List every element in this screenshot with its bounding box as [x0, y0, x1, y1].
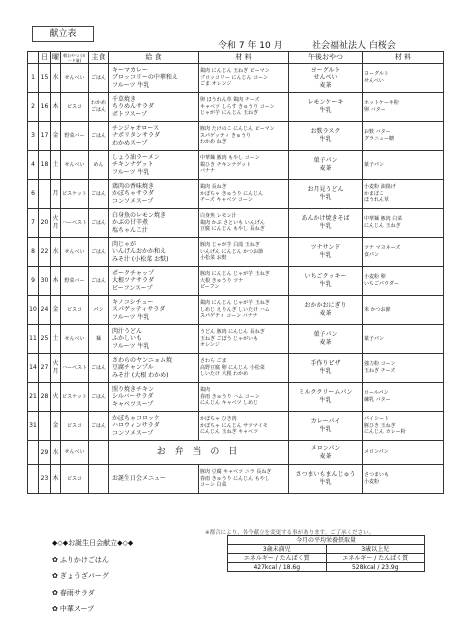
- row-number: 3: [28, 122, 39, 151]
- flower-icon: ✿: [52, 605, 58, 613]
- staple-cell: ごはん: [89, 354, 109, 383]
- staple-cell: ごはん: [89, 238, 109, 267]
- menu-row: [28, 412, 444, 441]
- header-row: [28, 52, 444, 64]
- pm-snack-cell: お麩ラスク 牛乳: [289, 122, 363, 151]
- day-cell: 15: [39, 64, 51, 93]
- day-cell: 28: [39, 383, 51, 412]
- weekday-cell: 金: [51, 412, 61, 441]
- row-number: 31: [28, 412, 39, 441]
- flower-icon: ✿: [52, 572, 58, 580]
- lunch-materials: 鶏肉 にんじん じゃが芋 玉ねぎ しめじ えりんぎ しいたけ ハム スパゲティ コーン バナナ: [199, 296, 289, 325]
- pm-snack-cell: お月見うどん 牛乳: [289, 180, 363, 209]
- day-cell: 24: [39, 296, 51, 325]
- menu-body: [28, 64, 444, 494]
- menu-row: [28, 64, 444, 93]
- flower-icon: ✿: [52, 588, 58, 597]
- menu-row: [28, 465, 444, 494]
- nutrition-value-over3: 528kcal / 23.9g: [326, 563, 425, 572]
- am-snack-cell: ビスコ: [61, 93, 89, 122]
- lunch-dishes: 千草焼き ちりめんサラダ ポトフスープ: [109, 93, 199, 122]
- weekday-cell: 金: [51, 122, 61, 151]
- am-snack-cell: ハーベスト: [61, 354, 89, 383]
- day-cell: 17: [39, 122, 51, 151]
- header-dow: 曜: [51, 52, 61, 64]
- lunch-dishes: キノコシチュー スパゲッティサラダ フルーツ 牛乳: [109, 296, 199, 325]
- am-snack-cell: ビスケット: [61, 180, 89, 209]
- day-cell: 27: [39, 354, 51, 383]
- snack-materials: パイシート 豚ひき 玉ねぎ にんじん カレー粉: [363, 412, 444, 441]
- birthday-item: ✿ ぎょうざバーグ: [52, 572, 109, 580]
- menu-row: [28, 151, 444, 180]
- row-number: [28, 441, 39, 465]
- row-number: 7: [28, 209, 39, 238]
- weekday-cell: 月: [51, 180, 61, 209]
- staple-cell: [89, 465, 109, 494]
- pm-snack-cell: ミルククリームパン 牛乳: [289, 383, 363, 412]
- header-lunch-materials: 材 料: [199, 52, 289, 64]
- snack-materials: メロンパン: [363, 441, 444, 465]
- menu-row: [28, 441, 444, 465]
- snack-materials: 菓子パン: [363, 151, 444, 180]
- staple-cell: めん: [89, 151, 109, 180]
- lunch-dishes: チンジャオロース ナポリタンサラダ わかめスープ: [109, 122, 199, 151]
- title-tab: 献立表: [32, 26, 94, 42]
- pm-snack-cell: レモンケーキ 牛乳: [289, 93, 363, 122]
- pm-snack-cell: あんかけ焼きそば 牛乳: [289, 209, 363, 238]
- lunch-dishes: 鶏肉の香味焼き かぼちゃサラダ コンソメスープ: [109, 180, 199, 209]
- lunch-materials: 鶏肉 長ねぎ かぼちゃ きゅうり にんじん チーズ キャベツ コーン: [199, 180, 289, 209]
- birthday-item: ✿ 中華スープ: [52, 605, 95, 613]
- day-cell: 23: [39, 465, 51, 494]
- row-number: 4: [28, 151, 39, 180]
- am-snack-cell: せんべい: [61, 64, 89, 93]
- header-staple: 主食: [89, 52, 109, 64]
- staple-cell: ごはん: [89, 412, 109, 441]
- menu-table: [27, 51, 444, 494]
- row-number: [28, 465, 39, 494]
- staple-cell: ごはん: [89, 383, 109, 412]
- staple-cell: ごはん: [89, 64, 109, 93]
- menu-row: [28, 354, 444, 383]
- snack-materials: 米 かつお節: [363, 296, 444, 325]
- snack-materials: 小麦粉 卵 いちごパウダー: [363, 267, 444, 296]
- menu-row: [28, 180, 444, 209]
- snack-materials: 小麦粉 油揚げ かまぼこ ほうれん草: [363, 180, 444, 209]
- pm-snack-cell: 手作りピザ 牛乳: [289, 354, 363, 383]
- snack-materials: 中華麺 豚肉 白菜 にんじん 玉ねぎ: [363, 209, 444, 238]
- staple-cell: パン: [89, 296, 109, 325]
- header-lunch: 給 食: [109, 52, 199, 64]
- lunch-materials: 白身魚 レモン汁 鶏肉 かぶ さといも いんげん 豆腐 にんじん もやし 長ねぎ: [199, 209, 289, 238]
- lunch-dishes: かぼちゃコロッケ ハロウィンサラダ コンソメスープ: [109, 412, 199, 441]
- lunch-dishes: 照り焼きチキン シルバーサラダ キャベツスープ: [109, 383, 199, 412]
- staple-cell: ごはん: [89, 267, 109, 296]
- birthday-menu: [52, 535, 133, 618]
- day-cell: [39, 180, 51, 209]
- menu-row: [28, 238, 444, 267]
- weekday-cell: 木: [51, 93, 61, 122]
- organization-name: 社会福祉法人 白桜会: [312, 41, 396, 51]
- weekday-cell: 土: [51, 325, 61, 354]
- snack-materials: お麩 バター グラニュー糖: [363, 122, 444, 151]
- row-number: 6: [28, 180, 39, 209]
- month-label: 令和 7 年 10 月: [218, 41, 283, 51]
- day-cell: [39, 412, 51, 441]
- pm-snack-cell: 菓子パン 麦茶: [289, 325, 363, 354]
- lunch-materials: うどん 豚肉 にんじん 長ねぎ 玉ねぎ ごぼう じゃがいも オレンジ: [199, 325, 289, 354]
- pm-snack-cell: 菓子パン 麦茶: [289, 151, 363, 180]
- staple-cell: わかめごはん: [89, 93, 109, 122]
- snack-materials: ホットケーキ粉 卵 バター: [363, 93, 444, 122]
- lunch-dishes: 白身魚のレモン焼き かぶの甘辛煮 塩ちゃんこ汁: [109, 209, 199, 238]
- lunch-dishes: さわらのヤンニョム焼 豆腐チャンプル みそ汁 (大根 わかめ): [109, 354, 199, 383]
- snack-materials: ツナ マヨネーズ 食パン: [363, 238, 444, 267]
- birthday-item: ✿ 春雨サラダ: [52, 588, 95, 597]
- menu-row: [28, 209, 444, 238]
- snack-materials: 菓子パン: [363, 325, 444, 354]
- weekday-cell: 水: [51, 238, 61, 267]
- am-snack-cell: 野菜バー: [61, 122, 89, 151]
- pm-snack-cell: さつまいもまんじゅう 牛乳: [289, 465, 363, 494]
- header-am-snack: 朝おやつ (カード量): [61, 52, 89, 64]
- staple-cell: ごはん: [89, 122, 109, 151]
- am-snack-cell: せんべい: [61, 441, 89, 465]
- row-number: 1: [28, 64, 39, 93]
- lunch-dishes: ポークチャップ 大根ツナサラダ ビーフンスープ: [109, 267, 199, 296]
- am-snack-cell: 野菜バー: [61, 267, 89, 296]
- nutrition-value-under3: 427kcal / 18.6g: [228, 563, 327, 572]
- change-notice: ※都合により、各今献立を変更する事があります。ご了承ください。: [205, 530, 375, 536]
- pm-snack-cell: ヨーグルト せんべい 麦茶: [289, 64, 363, 93]
- row-number: 10: [28, 296, 39, 325]
- pm-snack-cell: いちごクッキー 牛乳: [289, 267, 363, 296]
- weekday-cell: 水: [51, 441, 61, 465]
- lunch-materials: かぼちゃ ひき肉 かぼちゃ にんじん サツマイモ にんじん 玉ねぎ キャベツ: [199, 412, 289, 441]
- nutrition-label: エネルギー / たんぱく質: [228, 554, 327, 563]
- lunch-materials: 鶏肉 春雨 きゅうり ハム コーン にんじん キャベツ しめじ: [199, 383, 289, 412]
- day-cell: 18: [39, 151, 51, 180]
- day-cell: 16: [39, 93, 51, 122]
- header-day: 日: [39, 52, 51, 64]
- snack-materials: ロールパン 練乳 バター: [363, 383, 444, 412]
- day-cell: 20: [39, 209, 51, 238]
- lunch-materials: さわら ごま 高野豆腐 卵 にんじん 小松菜 しいたけ 大根 わかめ: [199, 354, 289, 383]
- weekday-cell: 火月: [51, 209, 61, 238]
- pm-snack-cell: メロンパン 麦茶: [289, 441, 363, 465]
- lunch-materials: 鶏肉 にんじん 玉ねぎ ピーマン ブロッコリー にんじん コーン ごま オレンジ: [199, 64, 289, 93]
- birthday-menu-heading: ◆◇◆お誕生日会献立◆◇◆: [52, 539, 134, 547]
- weekday-cell: 火月: [51, 354, 61, 383]
- lunch-dishes: 肉汁うどん ふかしいも フルーツ 牛乳: [109, 325, 199, 354]
- snack-materials: さつまいも 小麦粉: [363, 465, 444, 494]
- am-snack-cell: せんべい: [61, 238, 89, 267]
- lunch-dishes: しょう油ラーメン チキンナゲット フルーツ 牛乳: [109, 151, 199, 180]
- snack-materials: 強力粉 コーン 玉ねぎ チーズ: [363, 354, 444, 383]
- birthday-menu-label: お誕生日会メニュー: [109, 465, 199, 494]
- birthday-item: ✿ ふりかけごはん: [52, 555, 109, 564]
- lunch-materials: 卵 ほうれん草 鶏肉 チーズ キャベツ しらす きゅうり コーン じゃが芋 にんじん 玉ねぎ: [199, 93, 289, 122]
- menu-row: [28, 267, 444, 296]
- staple-cell: ごはん: [89, 209, 109, 238]
- lunch-materials: 豚肉 にんじん じゃが芋 玉ねぎ 大根 きゅうり ツナ ビーフン: [199, 267, 289, 296]
- lunch-materials: 豚肉 じゃが芋 白滝 玉ねぎ いんげん にんじん かつお節 小松菜 お麩: [199, 238, 289, 267]
- menu-row: [28, 296, 444, 325]
- weekday-cell: 木: [51, 465, 61, 494]
- nutrition-group-over3: 3歳以上児: [326, 545, 425, 554]
- pm-snack-cell: カレーパイ 牛乳: [289, 412, 363, 441]
- day-cell: 25: [39, 325, 51, 354]
- header-pm-snack: 午後おやつ: [289, 52, 363, 64]
- row-number: 21: [28, 383, 39, 412]
- nutrition-label: エネルギー / たんぱく質: [326, 554, 425, 563]
- pm-snack-cell: おかかおにぎり 麦茶: [289, 296, 363, 325]
- lunch-dishes: 肉じゃが いんげんおかか和え みそ汁 (小松菜 お麩): [109, 238, 199, 267]
- weekday-cell: 金: [51, 296, 61, 325]
- weekday-cell: 木: [51, 267, 61, 296]
- day-cell: 29: [39, 441, 51, 465]
- am-snack-cell: せんべい: [61, 151, 89, 180]
- day-cell: 22: [39, 238, 51, 267]
- weekday-cell: 火: [51, 383, 61, 412]
- row-number: 9: [28, 267, 39, 296]
- weekday-cell: 土: [51, 151, 61, 180]
- snack-materials: ヨーグルト せんべい: [363, 64, 444, 93]
- am-snack-cell: ビスコ: [61, 465, 89, 494]
- lunch-dishes: キーマカレー ブロッコリーの中華和え フルーツ 牛乳: [109, 64, 199, 93]
- menu-row: [28, 325, 444, 354]
- row-number: 11: [28, 325, 39, 354]
- am-snack-cell: ビスコ: [61, 412, 89, 441]
- menu-row: [28, 93, 444, 122]
- flower-icon: ✿: [52, 555, 58, 564]
- day-cell: 30: [39, 267, 51, 296]
- nutrition-table: [227, 535, 425, 572]
- menu-row: [28, 122, 444, 151]
- pm-snack-cell: ツナサンド 牛乳: [289, 238, 363, 267]
- lunch-materials: 豚肉 たけのこ にんじん ピーマン スパゲッティ きゅうり わかめ ねぎ: [199, 122, 289, 151]
- bento-day-label: お 弁 当 の 日: [109, 441, 289, 465]
- lunch-materials: 豚肉 豆腐 キャベツ ニラ 長ねぎ 春雨 きゅうり にんじん もやし コーン 白菜: [199, 465, 289, 494]
- header-snack-materials: 材 料: [363, 52, 444, 64]
- nutrition-heading: 今月の平均栄養摂取量: [228, 536, 425, 545]
- lunch-materials: 中華麺 豚肉 もやし コーン 鶏ひき チキンナゲット バナナ: [199, 151, 289, 180]
- weekday-cell: 水: [51, 64, 61, 93]
- staple-cell: ごはん: [89, 180, 109, 209]
- am-snack-cell: ビスコ: [61, 296, 89, 325]
- am-snack-cell: ビスケット: [61, 383, 89, 412]
- row-number: 8: [28, 238, 39, 267]
- staple-cell: [89, 441, 109, 465]
- menu-row: [28, 383, 444, 412]
- am-snack-cell: ハーベスト: [61, 209, 89, 238]
- staple-cell: 麺: [89, 325, 109, 354]
- am-snack-cell: せんべい: [61, 325, 89, 354]
- row-number: 2: [28, 93, 39, 122]
- row-number: 14: [28, 354, 39, 383]
- nutrition-group-under3: 3歳未満児: [228, 545, 327, 554]
